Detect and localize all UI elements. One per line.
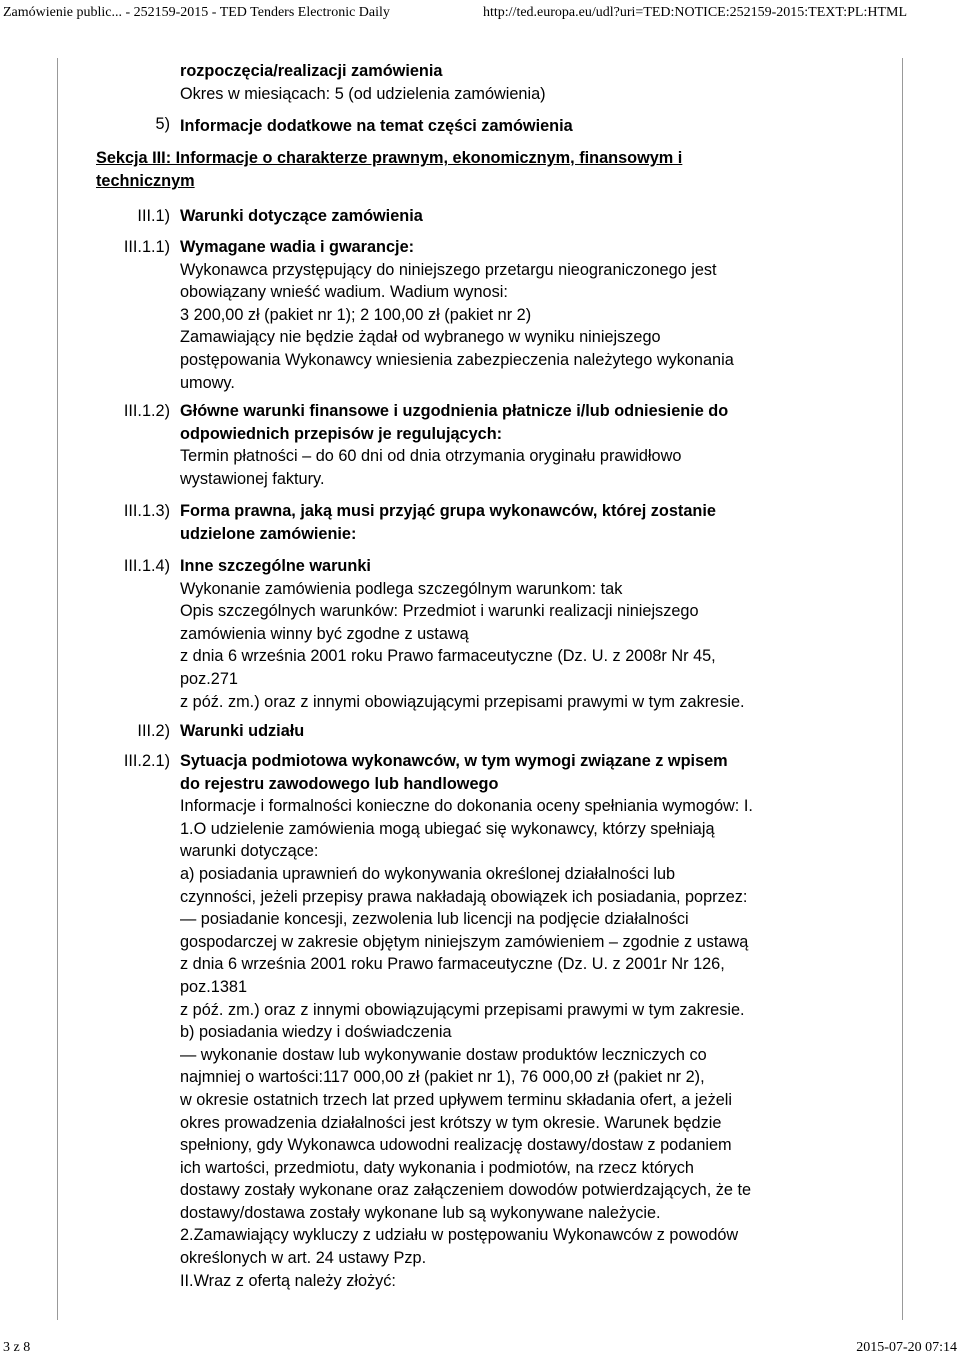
s3-1-1-number: III.1.1) xyxy=(123,238,170,256)
s3-2-1-block xyxy=(180,750,860,1292)
s3-1-3-title-line2: udzielone zamówienie: xyxy=(180,524,357,543)
s3-2-1-line: z póź. zm.) oraz z innymi obowiązującymi przepisami prawymi w tym zakresie. xyxy=(180,1000,745,1019)
print-header-title: Zamówienie public... - 252159-2015 - TED Tenders Electronic Daily xyxy=(3,5,390,20)
s3-1-number: III.1) xyxy=(137,207,170,225)
s3-1-2-line: wystawionej faktury. xyxy=(180,469,325,488)
s3-1-4-line: poz.271 xyxy=(180,669,238,688)
s3-1-3-title-line1: Forma prawna, jaką musi przyjąć grupa wykonawców, której zostanie xyxy=(180,502,716,520)
s3-2-1-line: gospodarczej w zakresie objętym niniejszym zamówieniem – zgodnie z ustawą xyxy=(180,932,749,951)
s3-2-1-line: — wykonanie dostaw lub wykonywanie dostaw produktów leczniczych co xyxy=(180,1045,707,1064)
s3-1-3-number: III.1.3) xyxy=(123,502,170,520)
s3-1-2-line: Termin płatności – do 60 dni od dnia otrzymania oryginału prawidłowo xyxy=(180,447,682,466)
print-datetime: 2015-07-20 07:14 xyxy=(856,1340,957,1355)
s3-1-3-block xyxy=(180,500,860,545)
intro-period: Okres w miesiącach: 5 (od udzielenia zamówienia) xyxy=(180,85,546,103)
section3-title-line2: technicznym xyxy=(96,171,195,190)
s3-2-1-line: dostawy/dostawa zostały wykonane lub są wykonywane należycie. xyxy=(180,1203,661,1222)
s3-2-1-line: dostawy zostały wykonane oraz załączeniem dowodów potwierdzających, że te xyxy=(180,1181,752,1200)
s3-2-title: Warunki udziału xyxy=(180,722,305,740)
s3-1-4-title: Inne szczególne warunki xyxy=(180,557,371,575)
s3-2-1-line: warunki dotyczące: xyxy=(180,842,319,861)
s3-1-1-line: obowiązany wnieść wadium. Wadium wynosi: xyxy=(180,283,508,302)
s3-1-2-block xyxy=(180,400,860,490)
s3-2-1-line: II.Wraz z ofertą należy złożyć: xyxy=(180,1271,396,1290)
print-footer xyxy=(3,1339,957,1357)
s3-2-1-line: 1.O udzielenie zamówienia mogą ubiegać się wykonawcy, którzy spełniają xyxy=(180,819,715,838)
s3-2-1-line: spełniony, gdy Wykonawca udowodni realizację dostawy/dostaw z podaniem xyxy=(180,1136,732,1155)
s3-1-4-line: Wykonanie zamówienia podlega szczególnym warunkom: tak xyxy=(180,579,623,598)
s3-1-4-line: zamówienia winny być zgodne z ustawą xyxy=(180,624,469,643)
right-border-line xyxy=(902,58,903,1320)
s3-1-4-block xyxy=(180,555,860,713)
s3-2-1-number: III.2.1) xyxy=(123,752,170,770)
s3-2-1-line: ich wartości, przedmiotu, daty wykonania i podmiotów, na rzecz których xyxy=(180,1158,694,1177)
s3-1-1-line: Zamawiający nie będzie żądał od wybranego w wyniku niniejszego xyxy=(180,328,661,347)
s3-2-number: III.2) xyxy=(137,722,170,740)
section3-title-line1: Sekcja III: Informacje o charakterze prawnym, ekonomicznym, finansowym i xyxy=(96,149,683,167)
s3-2-1-line: w okresie ostatnich trzech lat przed upływem terminu składania ofert, a jeżeli xyxy=(180,1090,733,1109)
s3-2-1-title-line2: do rejestru zawodowego lub handlowego xyxy=(180,774,499,793)
s3-2-1-line: — posiadanie koncesji, zezwolenia lub licencji na podjęcie działalności xyxy=(180,910,689,929)
s3-1-4-number: III.1.4) xyxy=(123,557,170,575)
s3-1-2-number: III.1.2) xyxy=(123,402,170,420)
s3-1-1-line: umowy. xyxy=(180,373,235,392)
s3-2-1-line: poz.1381 xyxy=(180,977,247,996)
s3-1-1-line: postępowania Wykonawcy wniesienia zabezpieczenia należytego wykonania xyxy=(180,350,734,369)
s3-2-1-line: określonych w art. 24 ustawy Pzp. xyxy=(180,1249,427,1268)
s3-2-1-line: z dnia 6 września 2001 roku Prawo farmaceutyczne (Dz. U. z 2001r Nr 126, xyxy=(180,955,725,974)
s3-2-1-line: 2.Zamawiający wykluczy z udziału w postępowaniu Wykonawców z powodów xyxy=(180,1226,739,1245)
s3-2-1-line: czynności, jeżeli przepisy prawa nakładają obowiązek ich posiadania, poprzez: xyxy=(180,887,748,906)
s3-1-1-line: Wykonawca przystępujący do niniejszego przetargu nieograniczonego jest xyxy=(180,260,717,279)
s3-1-1-title: Wymagane wadia i gwarancje: xyxy=(180,238,415,256)
page-number: 3 z 8 xyxy=(3,1340,31,1355)
s3-1-1-block xyxy=(180,236,860,394)
s3-1-2-title-line1: Główne warunki finansowe i uzgodnienia płatnicze i/lub odniesienie do xyxy=(180,402,729,420)
s3-2-1-line: okres prowadzenia działalności jest krótszy w tym okresie. Warunek będzie xyxy=(180,1113,722,1132)
s3-2-1-line: Informacje i formalności konieczne do dokonania oceny spełniania wymogów: I. xyxy=(180,797,753,816)
s3-1-1-line: 3 200,00 zł (pakiet nr 1); 2 100,00 zł (pakiet nr 2) xyxy=(180,305,532,324)
intro-heading: rozpoczęcia/realizacji zamówienia xyxy=(180,62,443,80)
s3-1-4-line: z póź. zm.) oraz z innymi obowiązującymi przepisami prawymi w tym zakresie. xyxy=(180,692,745,711)
s3-2-1-title-line1: Sytuacja podmiotowa wykonawców, w tym wymogi związane z wpisem xyxy=(180,752,728,770)
print-header xyxy=(3,4,957,22)
s3-1-4-line: z dnia 6 września 2001 roku Prawo farmaceutyczne (Dz. U. z 2008r Nr 45, xyxy=(180,647,716,666)
s3-1-title: Warunki dotyczące zamówienia xyxy=(180,207,423,225)
s3-2-1-line: najmniej o wartości:117 000,00 zł (pakiet nr 1), 76 000,00 zł (pakiet nr 2), xyxy=(180,1068,705,1087)
item5-number: 5) xyxy=(155,115,170,133)
s3-1-4-line: Opis szczególnych warunków: Przedmiot i warunki realizacji niniejszego xyxy=(180,602,699,621)
s3-2-1-line: b) posiadania wiedzy i doświadczenia xyxy=(180,1023,452,1042)
s3-2-1-line: a) posiadania uprawnień do wykonywania określonej działalności lub xyxy=(180,864,676,883)
print-header-url: http://ted.europa.eu/udl?uri=TED:NOTICE:252159-2015:TEXT:PL:HTML xyxy=(483,5,908,20)
s3-1-2-title-line2: odpowiednich przepisów je regulujących: xyxy=(180,424,503,443)
section3-title xyxy=(96,147,816,192)
item5-title: Informacje dodatkowe na temat części zamówienia xyxy=(180,117,573,135)
